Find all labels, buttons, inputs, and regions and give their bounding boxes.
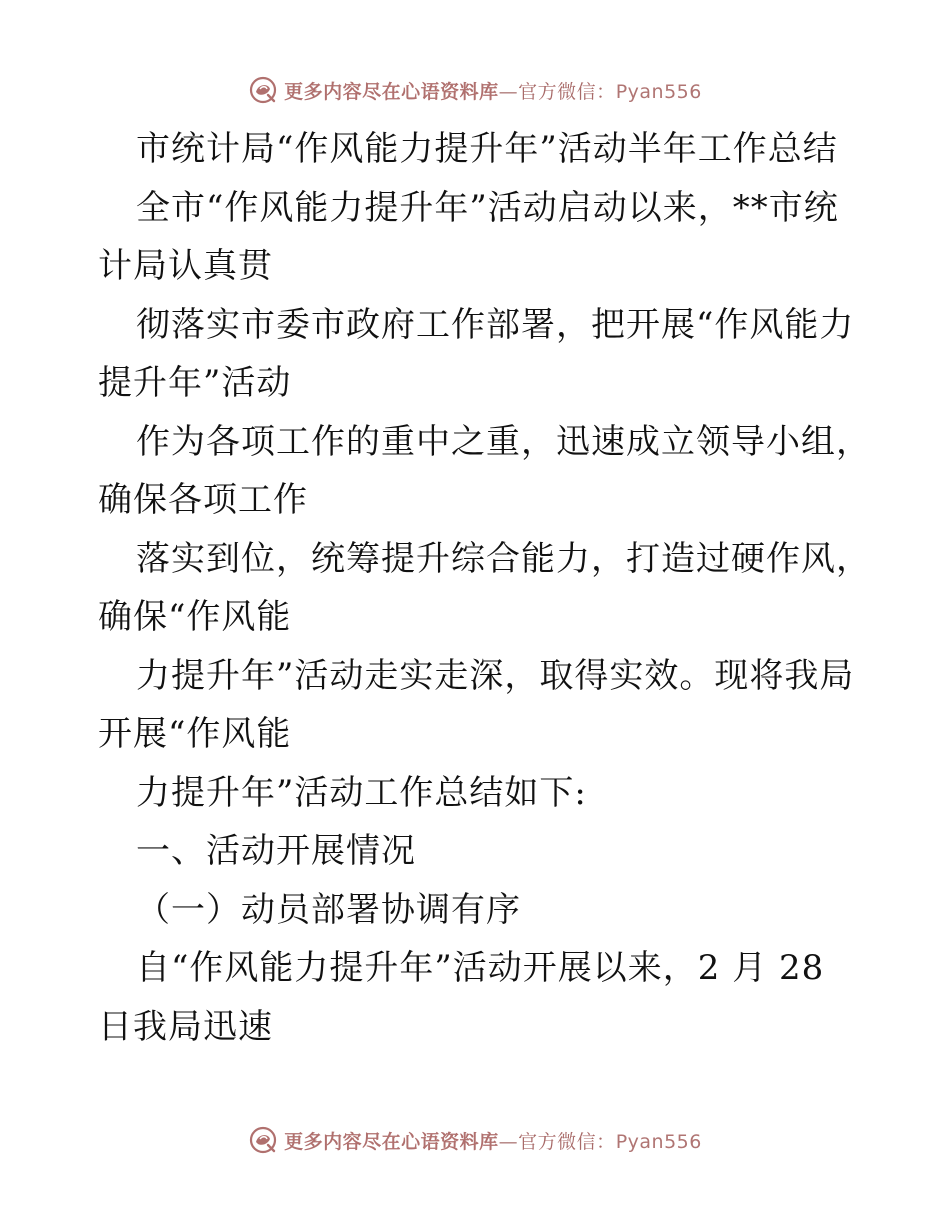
watermark-brand: 更多内容尽在心语资料库 (284, 80, 499, 103)
text-line: （一）动员部署协调有序 (136, 889, 521, 930)
text-line: 一、活动开展情况 (136, 831, 416, 871)
text-line: 开展“作风能 (98, 714, 292, 754)
text-line: 落实到位，统筹提升综合能力，打造过硬作风， (136, 538, 871, 579)
text-line: 确保各项工作 (98, 480, 308, 520)
watermark-text (284, 1127, 702, 1154)
rose-seal-icon (248, 1125, 278, 1155)
text-line: 力提升年”活动工作总结如下: (136, 772, 587, 813)
text-line: 日我局迅速 (98, 1006, 273, 1047)
watermark-brand: 更多内容尽在心语资料库 (284, 1130, 499, 1153)
watermark-account: Pyan556 (615, 1130, 702, 1153)
document-body (98, 120, 871, 1056)
text-line: 作为各项工作的重中之重，迅速成立领导小组， (136, 421, 871, 462)
rose-seal-icon (248, 75, 278, 105)
watermark-header (0, 72, 950, 108)
text-line: 力提升年”活动走实走深，取得实效。现将我局 (136, 655, 855, 696)
text-line: 全市“作风能力提升年”活动启动以来，**市统 (136, 187, 839, 228)
text-line: 自“作风能力提升年”活动开展以来，2 月 28 (136, 948, 825, 988)
text-line: 提升年”活动 (98, 363, 292, 403)
text-line: 确保“作风能 (98, 597, 292, 637)
watermark-text (284, 77, 702, 104)
watermark-account: Pyan556 (615, 80, 702, 103)
watermark-footer (0, 1122, 950, 1158)
watermark-channel-label: 官方微信： (518, 80, 616, 103)
watermark-separator: — (498, 1130, 519, 1153)
watermark-channel-label: 官方微信： (518, 1130, 616, 1153)
text-line: 计局认真贯 (98, 246, 273, 286)
text-line: 彻落实市委市政府工作部署，把开展“作风能力 (136, 304, 855, 345)
text-line: 市统计局“作风能力提升年”活动半年工作总结 (136, 129, 838, 169)
watermark-separator: — (498, 80, 519, 103)
